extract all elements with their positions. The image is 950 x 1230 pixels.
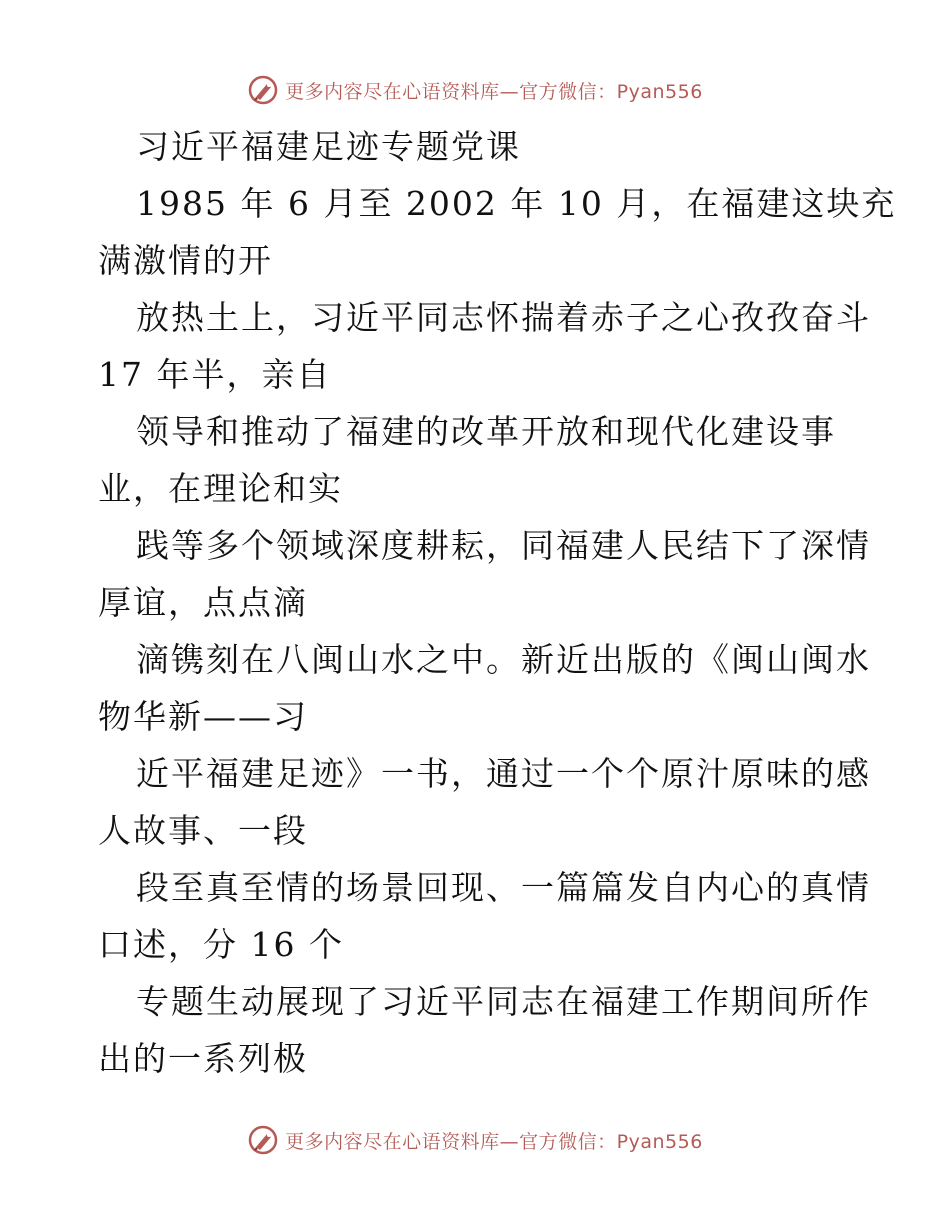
paragraph-line: 专题生动展现了习近平同志在福建工作期间所作 (136, 982, 871, 1021)
paragraph-line: 段至真至情的场景回现、一篇篇发自内心的真情 (136, 868, 871, 907)
footer-banner (0, 1122, 950, 1158)
paragraph-line: 放热土上，习近平同志怀揣着赤子之心孜孜奋斗 (136, 298, 871, 337)
paragraph-line: 17 年半，亲自 (98, 355, 332, 394)
pen-logo-icon (247, 74, 279, 106)
document-body (98, 118, 897, 1087)
paragraph-line: 厚谊，点点滴 (98, 583, 308, 622)
doc-title: 习近平福建足迹专题党课 (136, 127, 521, 166)
paragraph-line: 践等多个领域深度耕耘，同福建人民结下了深情 (136, 526, 871, 565)
pen-logo-icon (247, 1124, 279, 1156)
paragraph-line: 物华新——习 (98, 697, 308, 736)
paragraph-line: 出的一系列极 (98, 1039, 308, 1078)
paragraph-line: 业，在理论和实 (98, 469, 343, 508)
paragraph-line: 1985 年 6 月至 2002 年 10 月，在福建这块充 (136, 184, 897, 223)
paragraph-line: 人故事、一段 (98, 811, 308, 850)
paragraph-line: 满激情的开 (98, 241, 273, 280)
paragraph-line: 领导和推动了福建的改革开放和现代化建设事 (136, 412, 836, 451)
footer-banner-text: 更多内容尽在心语资料库—官方微信：Pyan556 (285, 1130, 703, 1153)
header-banner-text: 更多内容尽在心语资料库—官方微信：Pyan556 (285, 80, 703, 103)
paragraph-line: 滴镌刻在八闽山水之中。新近出版的《闽山闽水 (136, 640, 871, 679)
header-banner (0, 72, 950, 108)
paragraph-line: 近平福建足迹》一书，通过一个个原汁原味的感 (136, 754, 871, 793)
paragraph-line: 口述，分 16 个 (98, 925, 344, 964)
